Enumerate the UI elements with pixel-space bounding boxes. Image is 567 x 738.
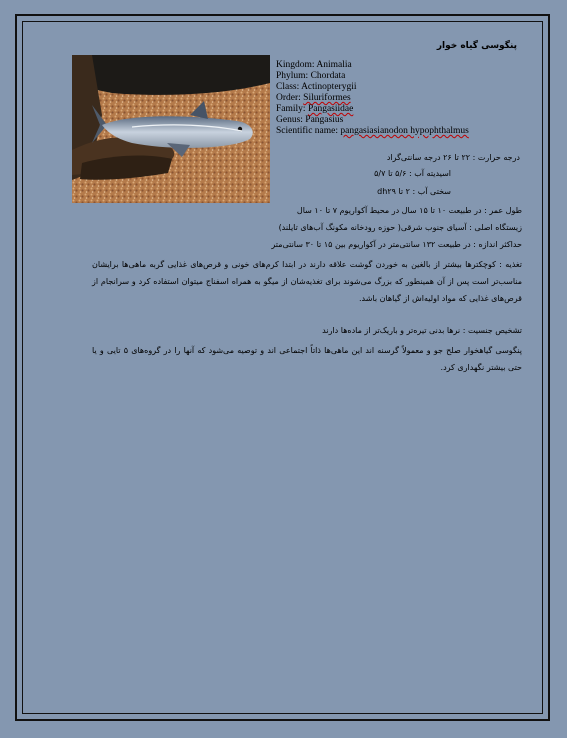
taxonomy-scientific-name <box>276 126 469 137</box>
family-label: Family: <box>276 104 308 114</box>
document-title: پنگوسی گیاه خوار <box>436 41 517 51</box>
order-label: Order: <box>276 93 304 103</box>
taxonomy-genus: Genus: Pangasius <box>276 115 344 125</box>
fact-max-size: حداکثر اندازه : در طبیعت ۱۳۲ سانتی‌متر در آکواریوم بین ۱۵ تا ۳۰ سانتی‌متر <box>271 240 522 249</box>
fact-hardness: سختی آب : ۲ تا dh۲۹ <box>377 187 451 196</box>
taxonomy-block <box>276 60 469 137</box>
fact-temperature: درجه حرارت : ۲۲ تا ۲۶ درجه سانتی‌گراد <box>386 153 520 162</box>
taxonomy-phylum: Phylum: Chordata <box>276 71 346 81</box>
iridescent-shark-image <box>72 55 270 203</box>
feeding-paragraph: تغذیه : کوچکترها بیشتر از بالغین به خوردن گوشت علاقه دارند در ابتدا کرم‌های خونی و قرص‌های غذایی گربه ماهی‌ها برایشان مناسب‌تر است پس از آن همینطور که بزرگ می‌شوند برای تغذیه‌شان از میگو به همراه اسفناج میتوان استفاده کرد و سرانجام از قرص‌های غذایی که مواد اولیه‌اش از گیاهان باشد. <box>92 260 522 303</box>
taxonomy-order <box>276 93 469 104</box>
fact-habitat: زیستگاه اصلی : آسیای جنوب شرقی( حوزه رودخانه مکونگ آب‌های تایلند) <box>278 223 522 232</box>
sexing-line: تشخیص جنسیت : نرها بدنی تیره‌تر و باریک‌تر از ماده‌ها دارند <box>322 326 522 335</box>
fish-photo <box>72 55 270 203</box>
behavior-paragraph: پنگوسی گیاهخوار صلح جو و معمولاً گرسنه اند این ماهی‌ها ذاتاً اجتماعی اند و توصیه می‌شود که آنها را در گروه‌های ۵ تایی و یا حتی بیشتر نگهداری کرد. <box>92 346 522 372</box>
family-value: Pangasiidae <box>307 104 354 114</box>
taxonomy-family <box>276 104 469 115</box>
taxonomy-class: Class: Actinopterygii <box>276 82 357 92</box>
fact-ph: اسیدیته آب : ۵/۶ تا ۵/۷ <box>374 169 451 178</box>
fact-lifespan: طول عمر : در طبیعت ۱۰ تا ۱۵ سال در محیط آکواریوم ۷ تا ۱۰ سال <box>296 206 522 215</box>
taxonomy-kingdom: Kingdom: Animalia <box>276 60 352 70</box>
order-value: Siluriformes <box>303 93 351 103</box>
sci-label: Scientific name: <box>276 126 341 136</box>
sci-value: pangasiasianodon hypophthalmus <box>340 126 469 136</box>
